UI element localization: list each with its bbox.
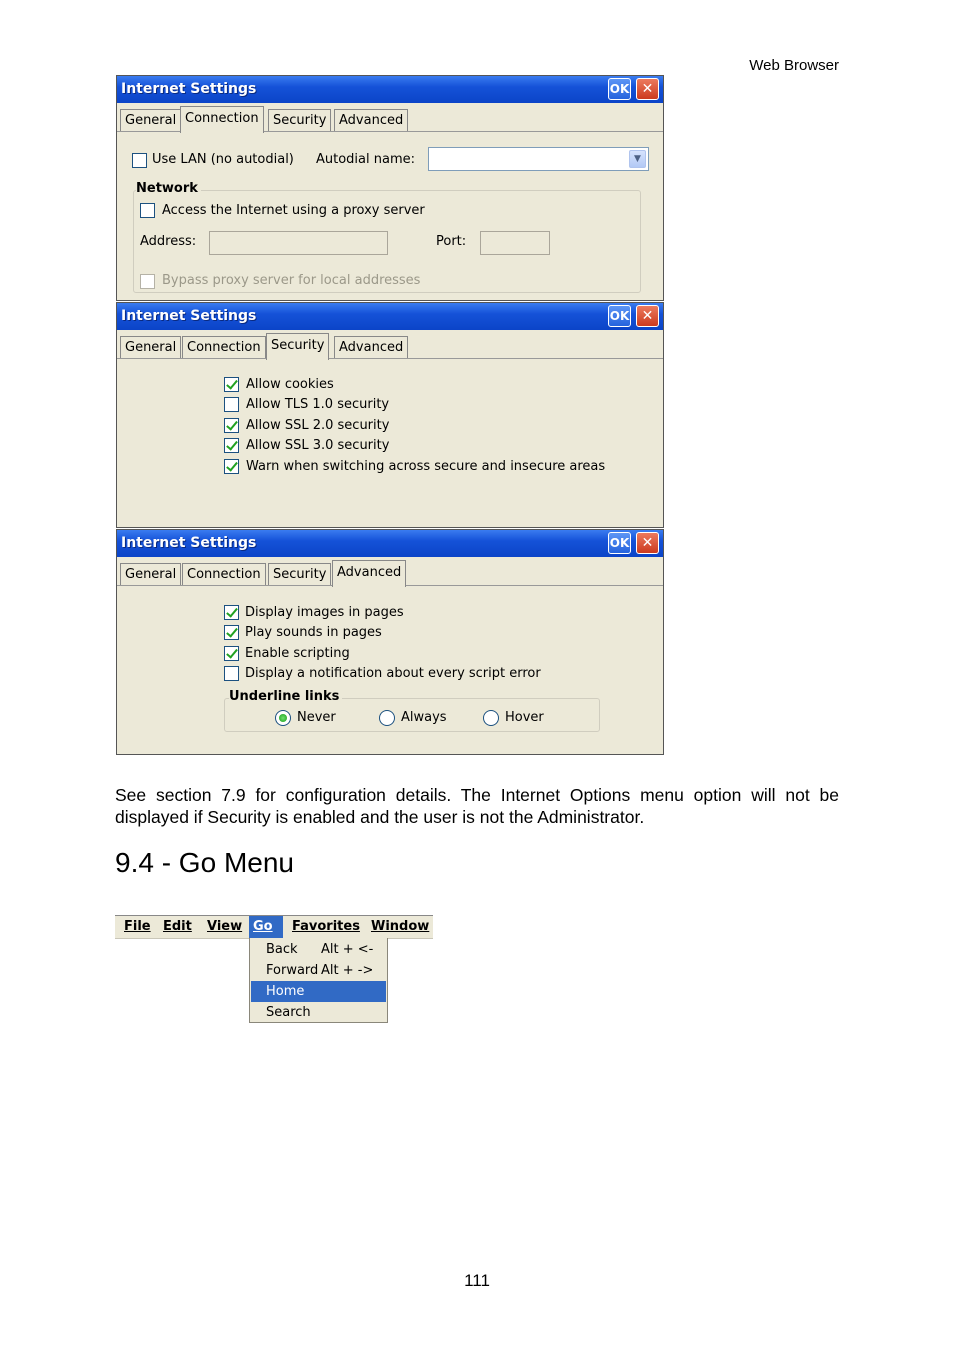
play-sounds-label: Play sounds in pages [245, 625, 382, 640]
bypass-label: Bypass proxy server for local addresses [162, 273, 421, 288]
dialog-title: Internet Settings [121, 308, 257, 324]
chevron-down-icon[interactable]: ▼ [629, 150, 646, 168]
close-icon[interactable]: ✕ [636, 305, 659, 327]
running-header: Web Browser [749, 57, 839, 74]
tab-security[interactable]: Security [268, 109, 331, 131]
ok-button[interactable]: OK [608, 532, 631, 554]
tab-connection[interactable]: Connection [182, 336, 266, 358]
page-number: 111 [464, 1271, 490, 1290]
allow-ssl30-checkbox[interactable] [224, 438, 239, 453]
close-icon[interactable]: ✕ [636, 78, 659, 100]
menu-item-shortcut: Alt + -> [321, 963, 374, 978]
tab-advanced[interactable]: Advanced [334, 109, 408, 131]
radio-never-label: Never [297, 710, 336, 725]
warn-switching-label: Warn when switching across secure and insecure areas [246, 459, 606, 474]
radio-hover[interactable] [483, 710, 499, 726]
menu-item-label: Forward [266, 963, 319, 978]
body-paragraph: See section 7.9 for configuration details. The Internet Options menu option will not be displayed if Security is enabled and the user is not the Administrator. [115, 785, 839, 827]
menu-favorites[interactable]: Favorites [292, 919, 360, 934]
radio-always[interactable] [379, 710, 395, 726]
tab-advanced[interactable]: Advanced [332, 560, 406, 587]
display-images-checkbox[interactable] [224, 605, 239, 620]
close-icon[interactable]: ✕ [636, 532, 659, 554]
radio-always-label: Always [401, 710, 447, 725]
menu-item-label: Search [266, 1005, 311, 1020]
dialog-title: Internet Settings [121, 535, 257, 551]
ok-button[interactable]: OK [608, 78, 631, 100]
display-images-label: Display images in pages [245, 605, 404, 620]
go-menu-dropdown [249, 938, 388, 1023]
autodial-select[interactable] [428, 147, 649, 171]
tab-divider [117, 358, 663, 359]
tab-connection[interactable]: Connection [180, 106, 264, 133]
address-label: Address: [140, 234, 197, 249]
menu-item-label: Back [266, 942, 298, 957]
warn-switching-checkbox[interactable] [224, 459, 239, 474]
underline-links-title: Underline links [229, 689, 342, 704]
menu-item-back[interactable] [251, 939, 386, 960]
internet-settings-advanced-dialog [116, 529, 664, 755]
menu-item-home[interactable] [251, 981, 386, 1002]
script-error-checkbox[interactable] [224, 666, 239, 681]
allow-ssl20-label: Allow SSL 2.0 security [246, 418, 390, 433]
internet-settings-connection-dialog [116, 75, 664, 301]
radio-hover-label: Hover [505, 710, 544, 725]
section-heading: 9.4 - Go Menu [115, 847, 294, 878]
tab-security[interactable]: Security [268, 563, 331, 585]
allow-cookies-checkbox[interactable] [224, 377, 239, 392]
proxy-label: Access the Internet using a proxy server [162, 203, 425, 218]
allow-ssl30-label: Allow SSL 3.0 security [246, 438, 390, 453]
address-input[interactable] [209, 231, 388, 255]
menu-bar [115, 915, 433, 939]
bypass-checkbox[interactable] [140, 274, 155, 289]
menu-edit[interactable]: Edit [163, 919, 192, 934]
dialog-title: Internet Settings [121, 81, 257, 97]
menu-window[interactable]: Window [371, 919, 430, 934]
internet-settings-security-dialog [116, 302, 664, 528]
title-bar [117, 303, 663, 330]
tab-advanced[interactable]: Advanced [334, 336, 408, 358]
menu-item-shortcut: Alt + <- [321, 942, 374, 957]
tab-general[interactable]: General [120, 109, 181, 131]
tab-general[interactable]: General [120, 563, 181, 585]
menu-go[interactable]: Go [249, 916, 283, 938]
allow-tls10-checkbox[interactable] [224, 397, 239, 412]
enable-scripting-checkbox[interactable] [224, 646, 239, 661]
tab-security[interactable]: Security [266, 333, 329, 360]
title-bar [117, 530, 663, 557]
allow-tls10-label: Allow TLS 1.0 security [246, 397, 390, 412]
proxy-checkbox[interactable] [140, 203, 155, 218]
menu-item-forward[interactable] [251, 960, 386, 981]
allow-ssl20-checkbox[interactable] [224, 418, 239, 433]
allow-cookies-label: Allow cookies [246, 377, 334, 392]
script-error-label: Display a notification about every script error [245, 666, 541, 681]
network-group-title: Network [136, 181, 201, 196]
ok-button[interactable]: OK [608, 305, 631, 327]
enable-scripting-label: Enable scripting [245, 646, 350, 661]
use-lan-label: Use LAN (no autodial) [152, 152, 294, 167]
menu-item-label: Home [266, 984, 305, 999]
radio-never[interactable] [275, 710, 291, 726]
tab-general[interactable]: General [120, 336, 181, 358]
port-label: Port: [436, 234, 467, 249]
play-sounds-checkbox[interactable] [224, 625, 239, 640]
menu-file[interactable]: File [124, 919, 151, 934]
menu-view[interactable]: View [207, 919, 243, 934]
title-bar [117, 76, 663, 103]
menu-item-search[interactable] [251, 1002, 386, 1023]
autodial-label: Autodial name: [316, 152, 416, 167]
use-lan-checkbox[interactable] [132, 153, 147, 168]
port-input[interactable] [480, 231, 550, 255]
tab-connection[interactable]: Connection [182, 563, 266, 585]
